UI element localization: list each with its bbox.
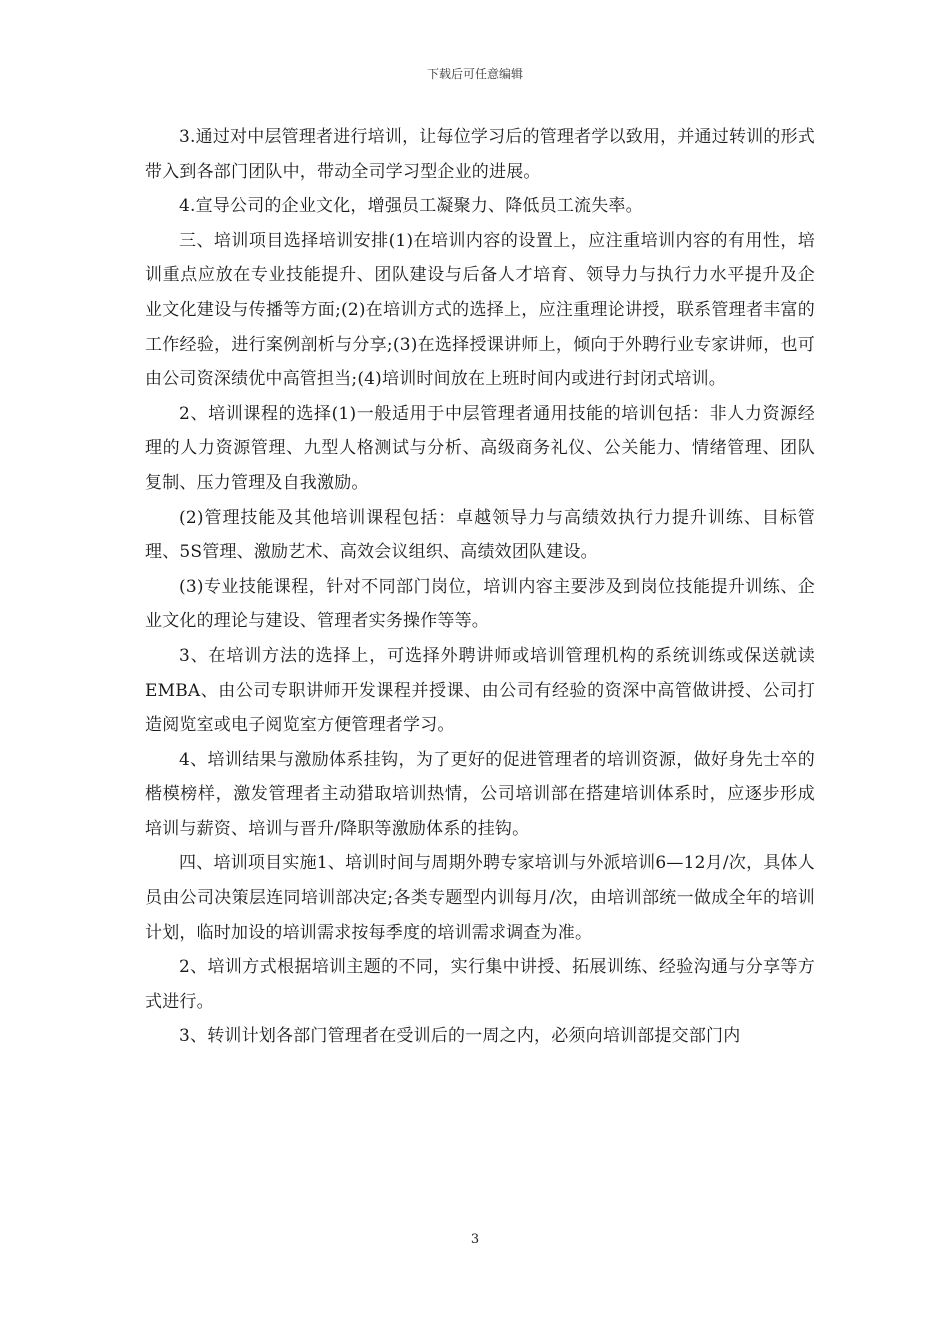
paragraph: 4.宣导公司的企业文化，增强员工凝聚力、降低员工流失率。: [179, 196, 643, 217]
paragraph: 3.通过对中层管理者进行培训，让每位学习后的管理者学以致用，并通过转训的形式带入到各部门团队中，带动全司学习型企业的进展。: [145, 127, 815, 182]
paragraph: 三、培训项目选择培训安排(1)在培训内容的设置上，应注重培训内容的有用性，培训重点应放在专业技能提升、团队建设与后备人才培育、领导力与执行力水平提升及企业文化建设与传播等方面;(2)在培训方式的选择上，应注重理论讲授，联系管理者丰富的工作经验，进行案例剖析与分享;(3)在选择授课讲师上，倾向于外聘行业专家讲师，也可由公司资深绩优中高管担当;(4)培训时间放在上班时间内或进行封闭式培训。: [145, 230, 815, 390]
document-body: [145, 120, 815, 1054]
paragraph: (3)专业技能课程，针对不同部门岗位，培训内容主要涉及到岗位技能提升训练、企业文化的理论与建设、管理者实务操作等等。: [145, 576, 815, 632]
paragraph: 2、培训方式根据培训主题的不同，实行集中讲授、拓展训练、经验沟通与分享等方式进行。: [145, 957, 815, 1012]
paragraph: 2、培训课程的选择(1)一般适用于中层管理者通用技能的培训包括：非人力资源经理的人力资源管理、九型人格测试与分析、高级商务礼仪、公关能力、情绪管理、团队复制、压力管理及自我激励。: [145, 403, 815, 493]
paragraph: 3、在培训方法的选择上，可选择外聘讲师或培训管理机构的系统训练或保送就读EMBA、由公司专职讲师开发课程并授课、由公司有经验的资深中高管做讲授、公司打造阅览室或电子阅览室方便管理者学习。: [145, 645, 815, 736]
page-header: 下载后可任意编辑: [426, 67, 523, 81]
paragraph: 4、培训结果与激励体系挂钩，为了更好的促进管理者的培训资源，做好身先士卒的楷模榜样，激发管理者主动猎取培训热情，公司培训部在搭建培训体系时，应逐步形成培训与薪资、培训与晋升/降职等激励体系的挂钩。: [145, 749, 815, 839]
paragraph: 四、培训项目实施1、培训时间与周期外聘专家培训与外派培训6—12月/次，具体人员由公司决策层连同培训部决定;各类专题型内训每月/次，由培训部统一做成全年的培训计划，临时加设的培训需求按每季度的培训需求调查为准。: [145, 853, 815, 943]
paragraph: (2)管理技能及其他培训课程包括：卓越领导力与高绩效执行力提升训练、目标管理、5S管理、激励艺术、高效会议组织、高绩效团队建设。: [145, 507, 815, 563]
paragraph: 3、转训计划各部门管理者在受训后的一周之内，必须向培训部提交部门内: [179, 1026, 741, 1047]
page-number: 3: [470, 1232, 480, 1247]
